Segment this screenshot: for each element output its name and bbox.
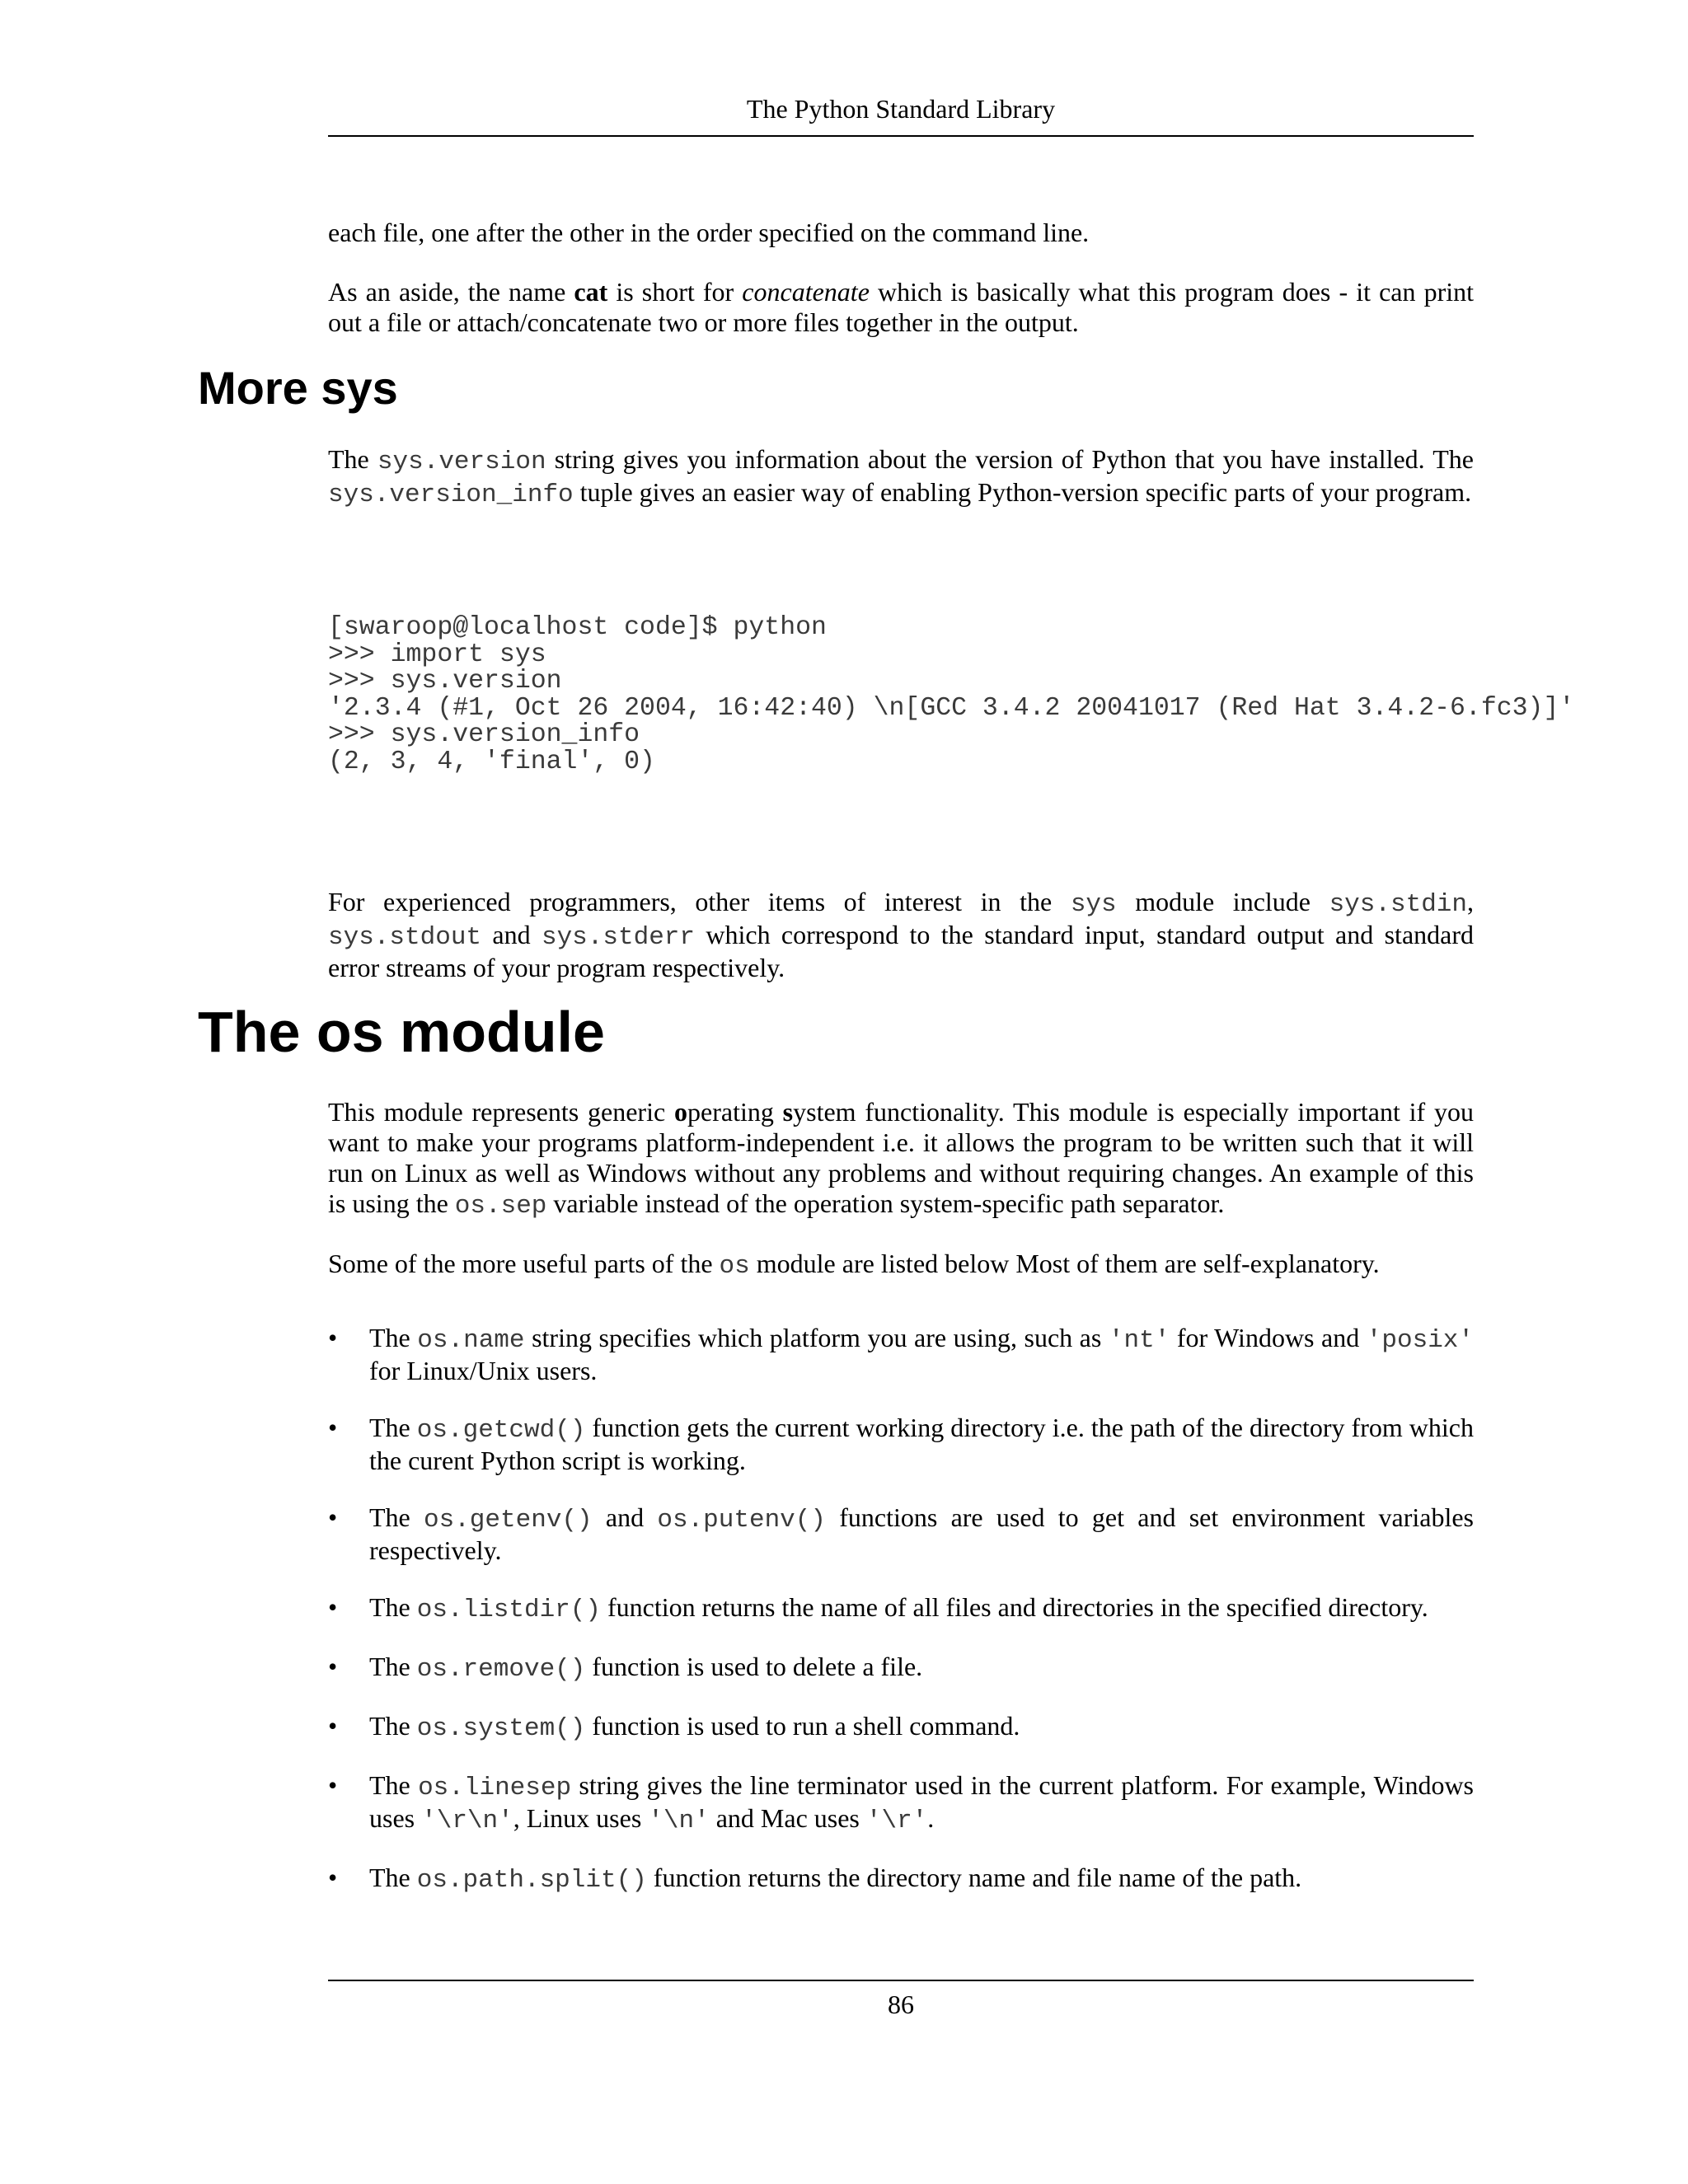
code-os-sep: os.sep [454,1192,547,1221]
term-cat: cat [574,277,608,307]
code-example-block [328,615,1574,776]
os-intro-paragraph: This module represents generic operating system functionality. This module is especially important if you want to make your programs platform-independent i.e. it allows the program to be written such that it will run on Linux as well as Windows without any problems and without requiring changes. An example of this is using the os.sep variable instead of the operation system-specific path separator. [328,1097,1475,1221]
heading-os-module: The os module [198,1000,605,1064]
intro-cat-paragraph: As an aside, the name cat is short for concatenate which is basically what this program does - it can print out a file or attach/concatenate two or more files together in the output. [328,277,1475,337]
footer-rule [328,1980,1474,1981]
code-line: >>> sys.version_info [328,720,640,749]
list-item: • The os.getcwd() function gets the current working directory i.e. the path of the directory from which the curent Python script is working. [328,1413,1474,1476]
os-functions-list [328,1323,1474,1922]
list-item: • The os.name string specifies which platform you are using, such as 'nt' for Windows and 'posix' for Linux/Unix users. [328,1323,1474,1386]
code-line: (2, 3, 4, 'final', 0) [328,747,655,776]
code-sys-version-info: sys.version_info [328,480,574,509]
term-concatenate: concatenate [742,277,870,307]
page-number: 86 [888,1990,914,2019]
sys-streams-paragraph: For experienced programmers, other items of interest in the sys module include sys.stdin, sys.stdout and sys.stderr which correspond to the standard input, standard output and standard error streams of your program respectively. [328,887,1475,982]
code-line: '2.3.4 (#1, Oct 26 2004, 16:42:40) \n[GCC 3.4.2 20041017 (Red Hat 3.4.2-6.fc3)]' [328,693,1575,723]
sys-version-paragraph: The sys.version string gives you information about the version of Python that you have installed. The sys.version_info tuple gives an easier way of enabling Python-version specific parts of your program. [328,444,1475,509]
list-item: • The os.listdir() function returns the name of all files and directories in the specified directory. [328,1592,1474,1625]
header-rule [328,135,1474,137]
code-line: >>> import sys [328,640,546,669]
list-item: • The os.system() function is used to run a shell command. [328,1711,1474,1744]
running-header: The Python Standard Library [746,94,1056,124]
code-line: >>> sys.version [328,667,562,696]
code-sys-version: sys.version [377,448,546,476]
list-item: • The os.path.split() function returns the directory name and file name of the path. [328,1863,1474,1896]
code-line: [swaroop@localhost code]$ python [328,613,827,642]
intro-line: each file, one after the other in the order specified on the command line. [328,218,1090,247]
list-item: • The os.remove() function is used to delete a file. [328,1652,1474,1685]
os-useful-parts-paragraph: Some of the more useful parts of the os module are listed below Most of them are self-explanatory. [328,1249,1380,1281]
list-item: • The os.getenv() and os.putenv() functions are used to get and set environment variables respectively. [328,1502,1474,1566]
list-item: • The os.linesep string gives the line terminator used in the current platform. For example, Windows uses '\r\n', Linux uses '\n' and Mac uses '\r'. [328,1770,1474,1836]
heading-more-sys: More sys [198,362,398,414]
